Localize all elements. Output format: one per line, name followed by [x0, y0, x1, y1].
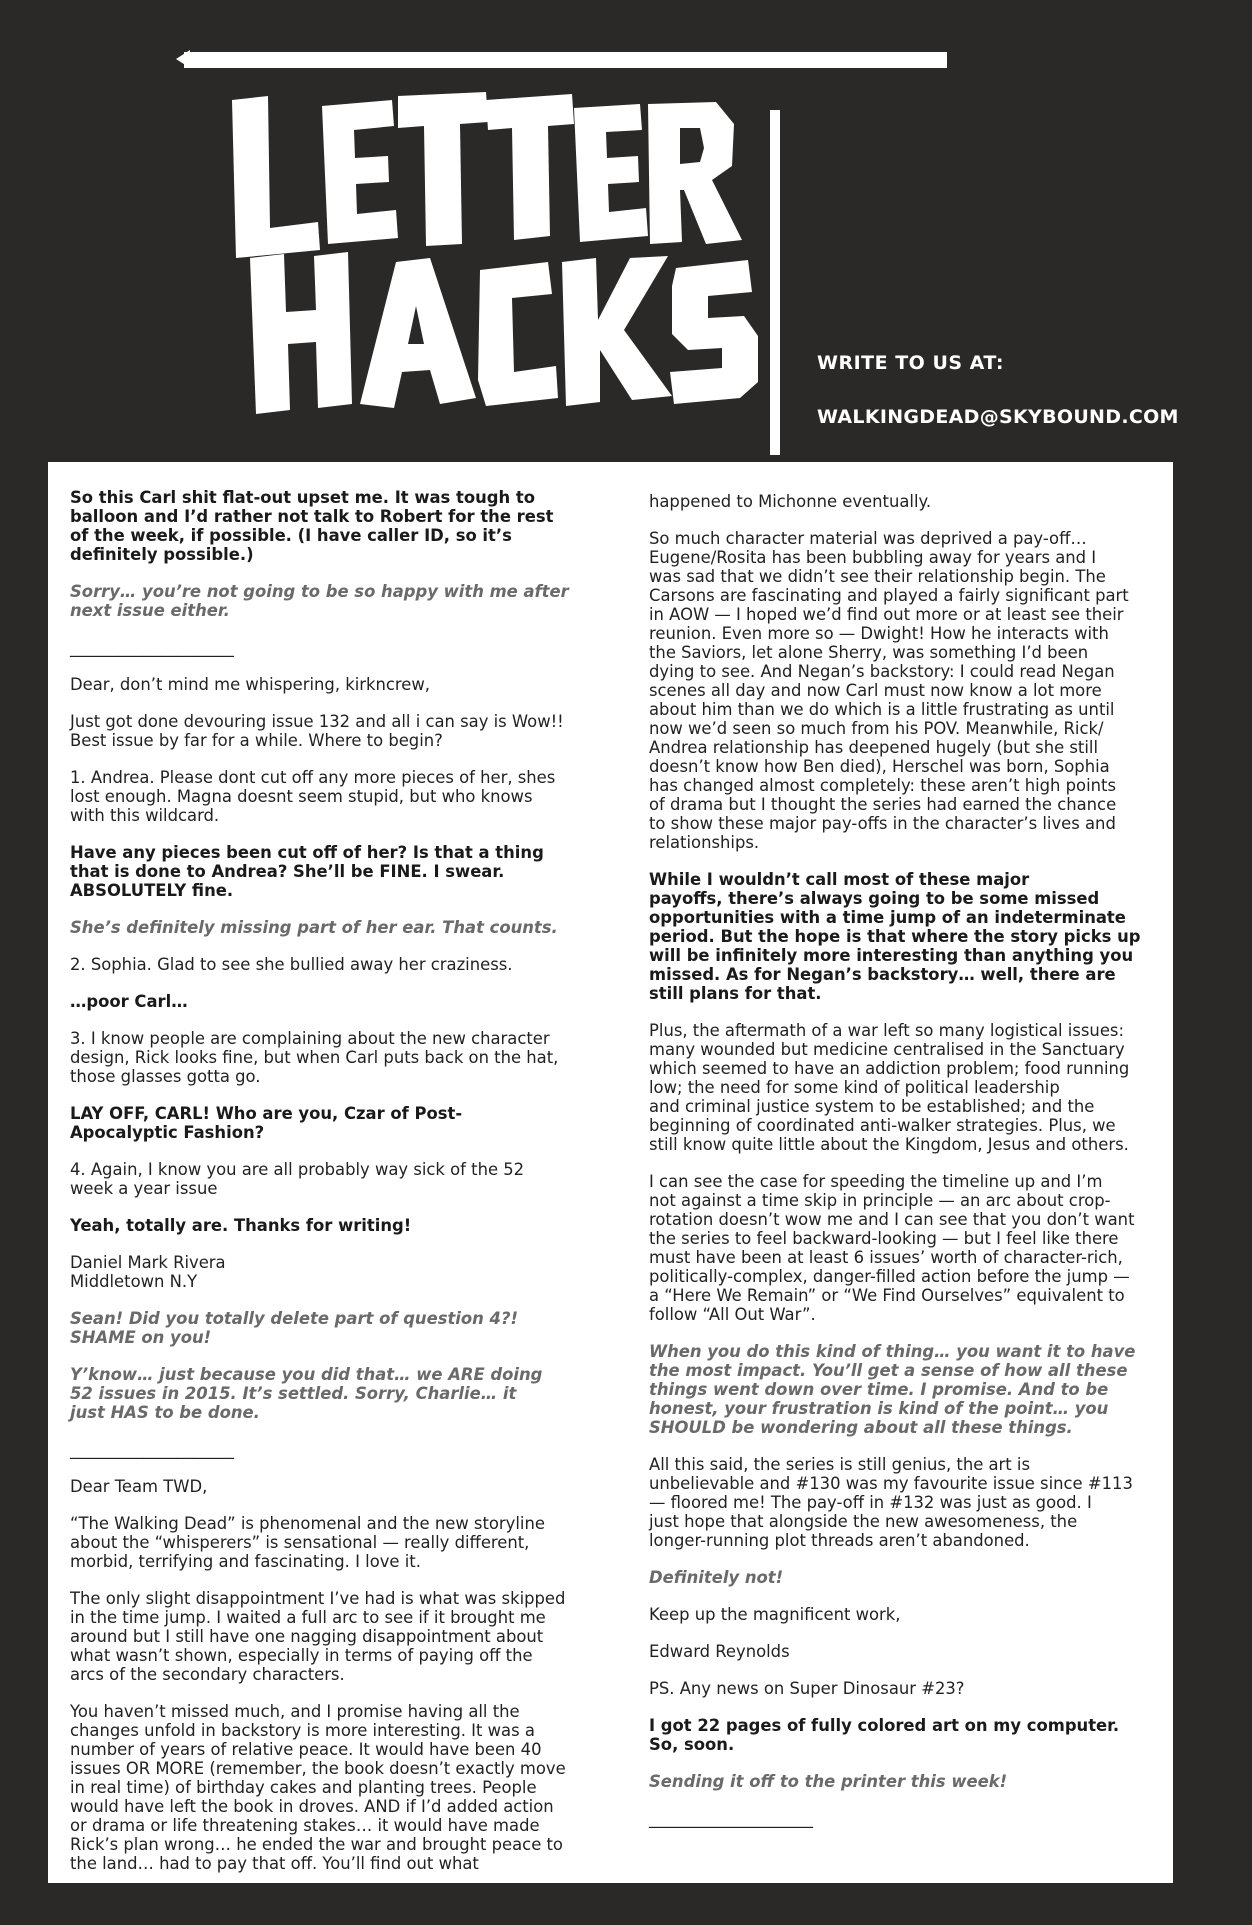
text-line: reunion. Even more so — Dwight! How he interacts with [649, 624, 1109, 643]
text-line: I got 22 pages of fully colored art on my computer. [649, 1716, 1120, 1735]
text-line: politically-complex, danger-filled action before the jump — [649, 1267, 1130, 1286]
divider-rule [70, 638, 630, 657]
editor-aside [649, 1342, 1234, 1437]
letter-paragraph [70, 1253, 630, 1291]
text-line: must have been at least 6 issues’ worth of character-rich, [649, 1248, 1123, 1267]
text-line: of the week, if possible. (I have caller ID, so it’s [70, 526, 512, 545]
text-line: Yeah, totally are. Thanks for writing! [70, 1216, 412, 1235]
editor-aside [649, 1772, 1234, 1791]
text-line: just HAS to be done. [70, 1403, 260, 1422]
text-line: ____________________ [70, 1440, 234, 1459]
text-line: Dear, don’t mind me whispering, kirkncrew, [70, 675, 430, 694]
text-line: Rick’s plan wrong… he ended the war and brought peace to [70, 1835, 563, 1854]
text-line: arcs of the secondary characters. [70, 1665, 345, 1684]
text-line: Just got done devouring issue 132 and all i can say is Wow!! [70, 712, 564, 731]
text-line: So much character material was deprived a pay-off… [649, 529, 1087, 548]
text-line: has changed almost completely: these aren’t high points [649, 776, 1116, 795]
text-line: 52 issues in 2015. It’s settled. Sorry, Charlie… it [70, 1384, 517, 1403]
text-line: honest, your frustration is kind of the point… you [649, 1399, 1109, 1418]
text-line: opportunities with a time jump of an indeterminate [649, 908, 1126, 927]
divider-rule [70, 1440, 630, 1459]
text-line: about the “whisperers” is sensational — really different, [70, 1533, 530, 1552]
contact-email[interactable]: WALKINGDEAD@SKYBOUND.COM [817, 406, 1179, 428]
letter-paragraph [649, 529, 1234, 852]
text-line: will be infinitely more interesting than anything you [649, 946, 1134, 965]
editor-aside [70, 918, 630, 937]
letter-paragraph [70, 675, 630, 694]
letter-paragraph [649, 1679, 1234, 1698]
text-line: beginning of coordinated anti-walker strategies. Plus, we [649, 1116, 1116, 1135]
text-line: week a year issue [70, 1179, 218, 1198]
text-line: unbelievable and #130 was my favourite issue since #113 [649, 1474, 1133, 1493]
text-line: period. But the hope is that where the story picks up [649, 927, 1141, 946]
text-line: LAY OFF, CARL! Who are you, Czar of Post- [70, 1104, 463, 1123]
text-line: Daniel Mark Rivera [70, 1253, 226, 1272]
text-line: dying to see. And Negan’s backstory: I could read Negan [649, 662, 1115, 681]
text-line: the land… had to pay that off. You’ll find out what [70, 1854, 479, 1873]
text-line: Carsons are fascinating and played a fairly significant part [649, 586, 1129, 605]
text-line: number of years of relative peace. It would have been 40 [70, 1740, 542, 1759]
letter-paragraph [649, 1642, 1234, 1661]
text-line: the series to feel backward-looking — but I feel like there [649, 1229, 1119, 1248]
text-line: While I wouldn’t call most of these major [649, 870, 1030, 889]
text-line: Have any pieces been cut off of her? Is that a thing [70, 843, 544, 862]
text-line: missed. As for Negan’s backstory… well, there are [649, 965, 1116, 984]
text-line: or drama or life threatening stakes… it would have made [70, 1816, 540, 1835]
letter-paragraph [70, 1160, 630, 1198]
text-line: to show these major pay-offs in the character’s lives and [649, 814, 1116, 833]
text-line: She’s definitely missing part of her ear. That counts. [70, 918, 558, 937]
text-line: morbid, terrifying and fascinating. I love it. [70, 1552, 421, 1571]
text-line: next issue either. [70, 601, 230, 620]
text-line: doesn’t know how Ben died), Herschel was born, Sophia [649, 757, 1110, 776]
text-line: changes unfold in backstory is more interesting. It was a [70, 1721, 535, 1740]
text-line: a “Here We Remain” or “We Find Ourselves” equivalent to [649, 1286, 1125, 1305]
text-line: the most impact. You’ll get a sense of how all these [649, 1361, 1128, 1380]
text-line: Keep up the magnificent work, [649, 1605, 901, 1624]
left-column [70, 488, 630, 1891]
write-to-label: WRITE TO US AT: [817, 352, 1004, 374]
editor-aside [70, 582, 630, 620]
text-line: When you do this kind of thing… you want it to have [649, 1342, 1136, 1361]
editor-reply [70, 992, 630, 1011]
editor-aside [649, 1568, 1234, 1587]
text-line: issues OR MORE (remember, the book doesn’t exactly move [70, 1759, 566, 1778]
text-line: happened to Michonne eventually. [649, 492, 932, 511]
text-line: SHOULD be wondering about all these things. [649, 1418, 1073, 1437]
right-column [649, 492, 1234, 1846]
text-line: 1. Andrea. Please dont cut off any more pieces of her, shes [70, 768, 556, 787]
text-line: Edward Reynolds [649, 1642, 790, 1661]
text-line: still plans for that. [649, 984, 822, 1003]
text-line: Apocalyptic Fashion? [70, 1123, 265, 1142]
letter-paragraph [649, 1021, 1234, 1154]
text-line: You haven’t missed much, and I promise having all the [70, 1702, 520, 1721]
text-line: would have left the book in droves. AND if I’d added action [70, 1797, 554, 1816]
text-line: The only slight disappointment I’ve had is what was skipped [70, 1589, 566, 1608]
text-line: I can see the case for speeding the timeline up and I’m [649, 1172, 1103, 1191]
text-line: All this said, the series is still genius, the art is [649, 1455, 1031, 1474]
letters-panel [48, 462, 1173, 1883]
text-line: rotation doesn’t wow me and I can see that you don’t want [649, 1210, 1135, 1229]
editor-aside [70, 1365, 630, 1422]
text-line: what wasn’t shown, especially in terms of paying off the [70, 1646, 533, 1665]
text-line: just hope that alongside the new awesomeness, the [649, 1512, 1078, 1531]
letter-paragraph [70, 1477, 630, 1496]
text-line: definitely possible.) [70, 545, 254, 564]
text-line: follow “All Out War”. [649, 1305, 816, 1324]
text-line: So, soon. [649, 1735, 735, 1754]
text-line: ABSOLUTELY fine. [70, 881, 234, 900]
text-line: ____________________ [649, 1809, 813, 1828]
text-line: — floored me! The pay-off in #132 was just as good. I [649, 1493, 1092, 1512]
text-line: around but I still have one nagging disappointment about [70, 1627, 544, 1646]
text-line: many wounded but medicine centralised in the Sanctuary [649, 1040, 1125, 1059]
text-line: SHAME on you! [70, 1328, 212, 1347]
text-line: about him than we do which is a little frustrating as until [649, 700, 1115, 719]
text-line: those glasses gotta go. [70, 1067, 261, 1086]
letter-paragraph [70, 955, 630, 974]
letter-paragraph [70, 1514, 630, 1571]
text-line: 2. Sophia. Glad to see she bullied away her craziness. [70, 955, 513, 974]
text-line: payoffs, there’s always going to be some missed [649, 889, 1100, 908]
text-line: now we’d seen so much from his POV. Meanwhile, Rick/ [649, 719, 1104, 738]
text-line: Sorry… you’re not going to be so happy with me after [70, 582, 569, 601]
letter-paragraph [70, 1029, 630, 1086]
editor-reply [70, 1104, 630, 1142]
text-line: Middletown N.Y [70, 1272, 198, 1291]
editor-reply [70, 1216, 630, 1235]
text-line: Definitely not! [649, 1568, 784, 1587]
editor-reply [649, 1716, 1234, 1754]
letter-paragraph [70, 768, 630, 825]
text-line: Sean! Did you totally delete part of question 4?! [70, 1309, 518, 1328]
text-line: longer-running plot threads aren’t abandoned. [649, 1531, 1030, 1550]
text-line: lost enough. Magna doesnt seem stupid, but who knows [70, 787, 533, 806]
letter-paragraph [649, 1605, 1234, 1624]
editor-reply [649, 870, 1234, 1003]
text-line: balloon and I’d rather not talk to Robert for the rest [70, 507, 554, 526]
text-line: …poor Carl… [70, 992, 188, 1011]
text-line: Sending it off to the printer this week! [649, 1772, 1008, 1791]
letter-paragraph [649, 1455, 1234, 1550]
text-line: that is done to Andrea? She’ll be FINE. I swear. [70, 862, 505, 881]
text-line: Plus, the aftermath of a war left so many logistical issues: [649, 1021, 1124, 1040]
text-line: Best issue by far for a while. Where to begin? [70, 731, 443, 750]
text-line: Andrea relationship has deepened hugely (but she still [649, 738, 1099, 757]
letter-paragraph [70, 712, 630, 750]
text-line: relationships. [649, 833, 760, 852]
text-line: Eugene/Rosita has been bubbling away for years and I [649, 548, 1097, 567]
text-line: was sad that we didn’t see their relationship begin. The [649, 567, 1106, 586]
text-line: of drama but I thought the series had earned the chance [649, 795, 1117, 814]
letter-paragraph [649, 492, 1234, 511]
text-line: design, Rick looks fine, but when Carl puts back on the hat, [70, 1048, 559, 1067]
text-line: low; the need for some kind of political leadership [649, 1078, 1060, 1097]
editor-reply [70, 488, 630, 564]
text-line: still know quite little about the Kingdom, Jesus and others. [649, 1135, 1129, 1154]
text-line: in real time) of birthday cakes and planting trees. People [70, 1778, 537, 1797]
editor-aside [70, 1309, 630, 1347]
text-line: ____________________ [70, 638, 234, 657]
text-line: in AOW — I hoped we’d find out more or at least see their [649, 605, 1124, 624]
divider-rule [649, 1809, 1234, 1828]
text-line: “The Walking Dead” is phenomenal and the new storyline [70, 1514, 545, 1533]
text-line: in the time jump. I waited a full arc to see if it brought me [70, 1608, 546, 1627]
text-line: So this Carl shit flat-out upset me. It was tough to [70, 488, 535, 507]
text-line: with this wildcard. [70, 806, 220, 825]
letter-hacks-logo [0, 0, 780, 470]
text-line: which seemed to have an addiction problem; food running [649, 1059, 1130, 1078]
text-line: PS. Any news on Super Dinosaur #23? [649, 1679, 965, 1698]
text-line: Y’know… just because you did that… we ARE doing [70, 1365, 543, 1384]
text-line: 3. I know people are complaining about the new character [70, 1029, 550, 1048]
text-line: things went down over time. I promise. And to be [649, 1380, 1109, 1399]
text-line: not against a time skip in principle — an arc about crop- [649, 1191, 1111, 1210]
letter-paragraph [70, 1589, 630, 1684]
text-line: scenes all day and now Carl must now know a lot more [649, 681, 1102, 700]
letter-paragraph [70, 1702, 630, 1873]
text-line: the Saviors, let alone Sherry, was something I’d been [649, 643, 1089, 662]
text-line: and criminal justice system to be established; and the [649, 1097, 1095, 1116]
editor-reply [70, 843, 630, 900]
text-line: Dear Team TWD, [70, 1477, 208, 1496]
letter-paragraph [649, 1172, 1234, 1324]
text-line: 4. Again, I know you are all probably way sick of the 52 [70, 1160, 525, 1179]
